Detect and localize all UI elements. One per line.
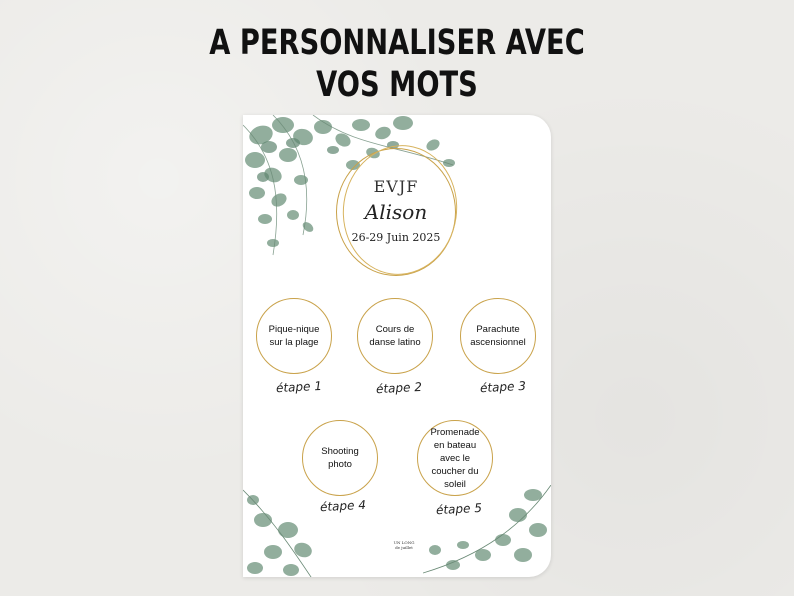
headline [87,22,706,106]
step-5-label: étape 5 [435,500,483,518]
step-2-label: étape 2 [375,379,423,397]
step-5-circle [417,420,493,496]
eucalyptus-bottom-left-illustration [243,480,333,577]
step-3-label: étape 3 [479,378,527,396]
headline-line-2: VOS MOTS [316,65,478,105]
step-4-circle [302,420,378,496]
eucalyptus-bottom-right-illustration [423,485,551,577]
event-date: 26-29 Juin 2025 [351,231,441,244]
event-title: EVJF [373,177,419,196]
step-4-label: étape 4 [319,497,367,515]
step-1-label: étape 1 [275,378,323,396]
step-2-circle [357,298,433,374]
brand-logo [393,540,415,550]
step-5-text: Promenade en bateau avec le coucher du soleil [430,426,480,490]
brand-line-1: UN LONG [393,540,415,545]
step-2-text: Cours de danse latino [369,324,421,348]
step-3-circle [460,298,536,374]
headline-line-1: A PERSONNALISER AVEC [209,23,585,63]
step-1-text: Pique-nique sur la plage [268,324,320,348]
brand-line-2: de juillet [395,545,413,550]
step-3-text: Parachute ascensionnel [470,324,526,348]
step-1-circle [256,298,332,374]
step-4-text: Shooting photo [321,446,359,470]
invitation-card [243,115,551,577]
bride-name: Alison [364,200,428,224]
